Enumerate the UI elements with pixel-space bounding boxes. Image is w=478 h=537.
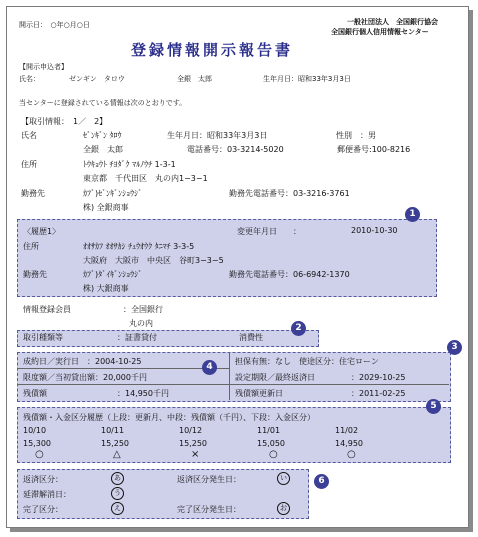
member-label: 情報登録会員 [23,305,71,314]
contract-date: 成約日／実行日 ：2004-10-25 [23,357,142,366]
change-label: 変更年月日 ： [237,227,301,236]
history-month: 10/10 [23,426,47,435]
work-kana: ｶﾌﾞ)ｾﾞﾝｷﾞﾝｼｮｳｼﾞ [83,189,143,198]
period-label: 設定期限／最終返済日 [235,373,315,382]
complete-label: 完了区分： [23,505,63,514]
trade-type-label: 取引種類等 [23,333,63,342]
badge-6: 6 [314,474,329,489]
balance-update-label: 残債額更新日 [235,389,283,398]
history-amount: 14,950 [335,439,363,448]
history-label: 〈履歴1〉 [23,227,61,236]
trade-header: 【取引情報： 1／ 2】 [21,117,108,126]
status-triangle-icon: △ [113,449,121,460]
history-work-kanji: 株) 大銀商事 [83,284,129,293]
balance-value: ：14,950千円 [117,389,169,398]
badge-5: 5 [426,399,441,414]
requester-name-kana: ゼンギン タロウ [69,75,125,83]
history-month: 10/11 [101,426,125,435]
complete-value: え [111,502,124,515]
delay-value: う [111,487,124,500]
status-circle-icon: ○ [35,449,44,460]
history-amount: 15,050 [257,439,285,448]
birth-date: 生年月日：昭和33年3月3日 [167,131,268,140]
report-sheet [6,6,469,528]
history-month: 11/01 [257,426,281,435]
badge-3: 3 [447,340,462,355]
period-value: ：2029-10-25 [351,373,406,382]
status-circle-icon: ○ [347,449,356,460]
repayment-type-value: あ [111,472,124,485]
address-kanji: 東京都 千代田区 丸の内1−3−1 [83,174,208,183]
center-name: 全国銀行個人信用情報センター [331,28,429,36]
name-kanji: 全銀 太郎 [83,145,123,154]
intro-text: 当センターに登録されている情報は次のとおりです。 [19,99,187,107]
badge-2: 2 [291,321,306,336]
work-kanji: 株) 全銀商事 [83,203,129,212]
limit-amount: 限度額／当初貸出額：20,000千円 [23,373,147,382]
complete-date-label: 完了区分発生日： [177,505,241,514]
member-value: ：全国銀行 [123,305,163,314]
balance-history-header: 残債額・入金区分履歴（上段：更新月、中段：残債額（千円）、下段：入金区分） [23,413,315,422]
gender: 性別 ：男 [336,131,376,140]
complete-date-value: お [277,502,290,515]
history-month: 11/02 [335,426,359,435]
address-kana: ﾄｳｷｮｳﾄ ﾁﾖﾀﾞｸ ﾏﾙﾉｳﾁ 1-3-1 [83,160,176,169]
name-kana: ｾﾞﾝｷﾞﾝ ﾀﾛｳ [83,131,122,140]
history-amount: 15,250 [179,439,207,448]
history-month: 10/12 [179,426,203,435]
repayment-type-label: 返済区分： [23,475,63,484]
status-cross-icon: × [191,449,200,460]
balance-label: 残債額 [23,389,47,398]
history-amount: 15,300 [23,439,51,448]
history-address-kana: ｵｵｻｶﾌ ｵｵｻｶｼ ﾁｭｳｵｳｸ ﾀﾆﾏﾁ 3-3-5 [83,242,195,251]
requester-label: 【開示申込者】 [19,63,68,71]
history-work-label: 勤務先 [23,270,47,279]
history-amount: 15,250 [101,439,129,448]
history-address-label: 住所 [23,242,39,251]
trade-type-value: ：証書貸付 [117,333,157,342]
requester-name-kanji: 全銀 太郎 [177,75,212,83]
badge-4: 4 [202,360,217,375]
member-value-2: 丸の内 [129,319,153,328]
phone-number: 電話番号：03-3214-5020 [187,145,284,154]
assoc-name: 一般社団法人 全国銀行協会 [347,18,438,26]
work-label: 勤務先 [21,189,45,198]
repayment-date-value: い [277,472,290,485]
requester-birth: 生年月日：昭和33年3月3日 [263,75,351,83]
history-address-kanji: 大阪府 大阪市 中央区 谷町3−3−5 [83,256,224,265]
disclosure-date: 開示日： ○年○月○日 [19,21,90,29]
guarantee-use: 担保有無：なし 使途区分：住宅ローン [235,357,379,366]
requester-name-label: 氏名： [19,75,40,83]
page-title: 登録情報開示報告書 [131,41,294,59]
delay-label: 延滞解消日： [23,490,71,499]
postal-code: 郵便番号:100-8216 [337,145,411,154]
history-work-kana: ｶﾌﾞ)ﾀﾞｲｷﾞﾝｼｮｳｼﾞ [83,270,143,279]
badge-1: 1 [405,207,420,222]
balance-update-value: ：2011-02-25 [351,389,406,398]
consumption-type: 消費性 [239,333,263,342]
history-work-phone: 勤務先電話番号：06-6942-1370 [229,270,350,279]
name-label: 氏名 [21,131,37,140]
change-date: 2010-10-30 [351,226,398,235]
work-phone: 勤務先電話番号：03-3216-3761 [229,189,350,198]
repayment-date-label: 返済区分発生日： [177,475,241,484]
address-label: 住所 [21,160,37,169]
status-circle-icon: ○ [269,449,278,460]
